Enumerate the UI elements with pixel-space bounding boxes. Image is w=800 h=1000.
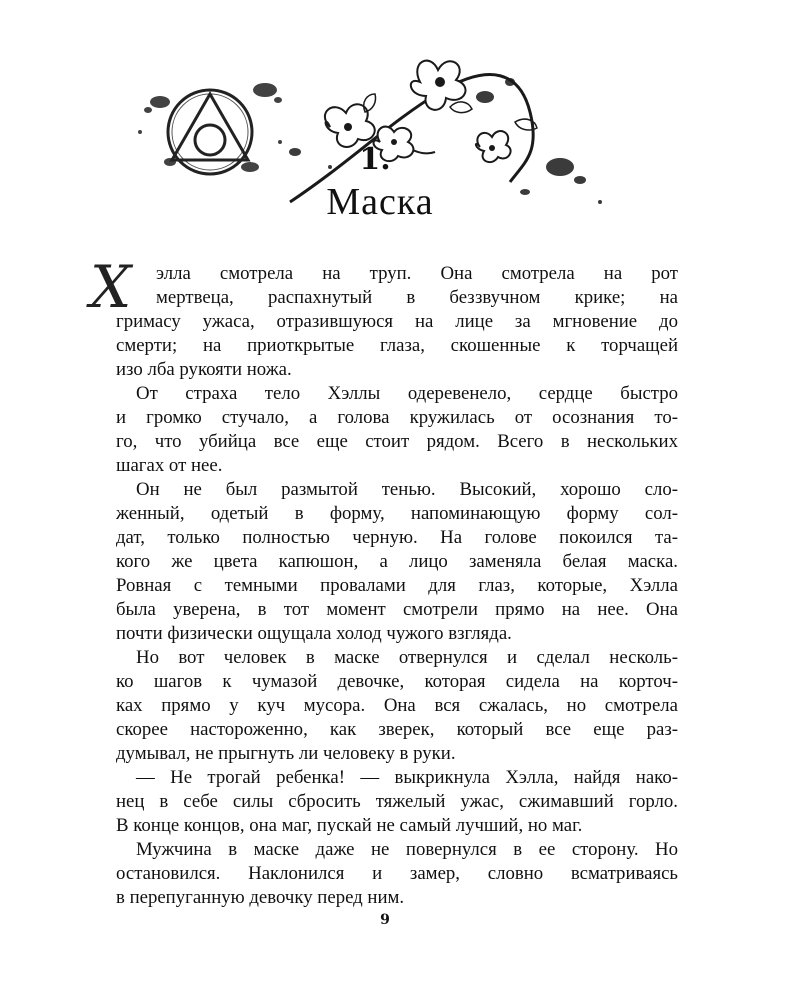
- text-line: гримасу ужаса, отразившуюся на лице за мгновение до: [116, 311, 678, 332]
- text-line: Ровная с темными провалами для глаз, которые, Хэлла: [116, 575, 678, 596]
- chapter-number: 1.: [359, 142, 391, 177]
- alchemy-symbol-icon: [130, 72, 290, 182]
- page-number: 9: [380, 912, 390, 928]
- text-line: нец в себе силы сбросить тяжелый ужас, сжимавший горло.: [116, 791, 678, 812]
- text-line: скорее настороженно, как зверек, который все еще раз-: [116, 719, 678, 740]
- text-line: смерти; на приоткрытые глаза, скошенные к торчащей: [116, 335, 678, 356]
- text-line: почти физически ощущала холод чужого взгляда.: [116, 623, 512, 644]
- text-line: мертвеца, распахнутый в беззвучном крике; на: [156, 287, 678, 308]
- text-line: в перепуганную девочку перед ним.: [116, 887, 405, 908]
- text-line: изо лба рукояти ножа.: [116, 359, 292, 380]
- text-line: дат, только полностью черную. На голове покоился та-: [116, 527, 678, 548]
- drop-cap: Х: [90, 253, 132, 321]
- text-line: думывал, не прыгнуть ли человеку в руки.: [116, 743, 456, 764]
- text-line: элла смотрела на труп. Она смотрела на рот: [156, 263, 678, 284]
- text-line: остановился. Наклонился и замер, словно всматриваясь: [116, 863, 678, 884]
- text-line: го, что убийца все еще стоит рядом. Всего в нескольких: [116, 431, 678, 452]
- text-line: ках прямо у куч мусора. Она вся сжалась, но смотрела: [116, 695, 678, 716]
- text-line: — Не трогай ребенка! — выкрикнула Хэлла, найдя нако-: [136, 767, 678, 788]
- text-line: ко шагов к чумазой девочке, которая сидела на корточ-: [116, 671, 678, 692]
- text-line: кого же цвета капюшон, а лицо заменяла белая маска.: [116, 551, 678, 572]
- text-line: Мужчина в маске даже не повернулся в ее сторону. Но: [136, 839, 678, 860]
- text-line: В конце концов, она маг, пускай не самый лучший, но маг.: [116, 815, 583, 836]
- text-line: Но вот человек в маске отвернулся и сделал несколь-: [136, 647, 678, 668]
- text-line: и громко стучало, а голова кружилась от осознания то-: [116, 407, 678, 428]
- chapter-title: Маска: [326, 181, 434, 223]
- text-line: Он не был размытой тенью. Высокий, хорошо сло-: [136, 479, 678, 500]
- text-line: была уверена, в тот момент смотрели прямо на нее. Она: [116, 599, 678, 620]
- text-line: От страха тело Хэллы одеревенело, сердце быстро: [136, 383, 678, 404]
- chapter-body: [116, 262, 678, 910]
- text-line: женный, одетый в форму, напоминающую форму сол-: [116, 503, 678, 524]
- text-line: шагах от нее.: [116, 455, 223, 476]
